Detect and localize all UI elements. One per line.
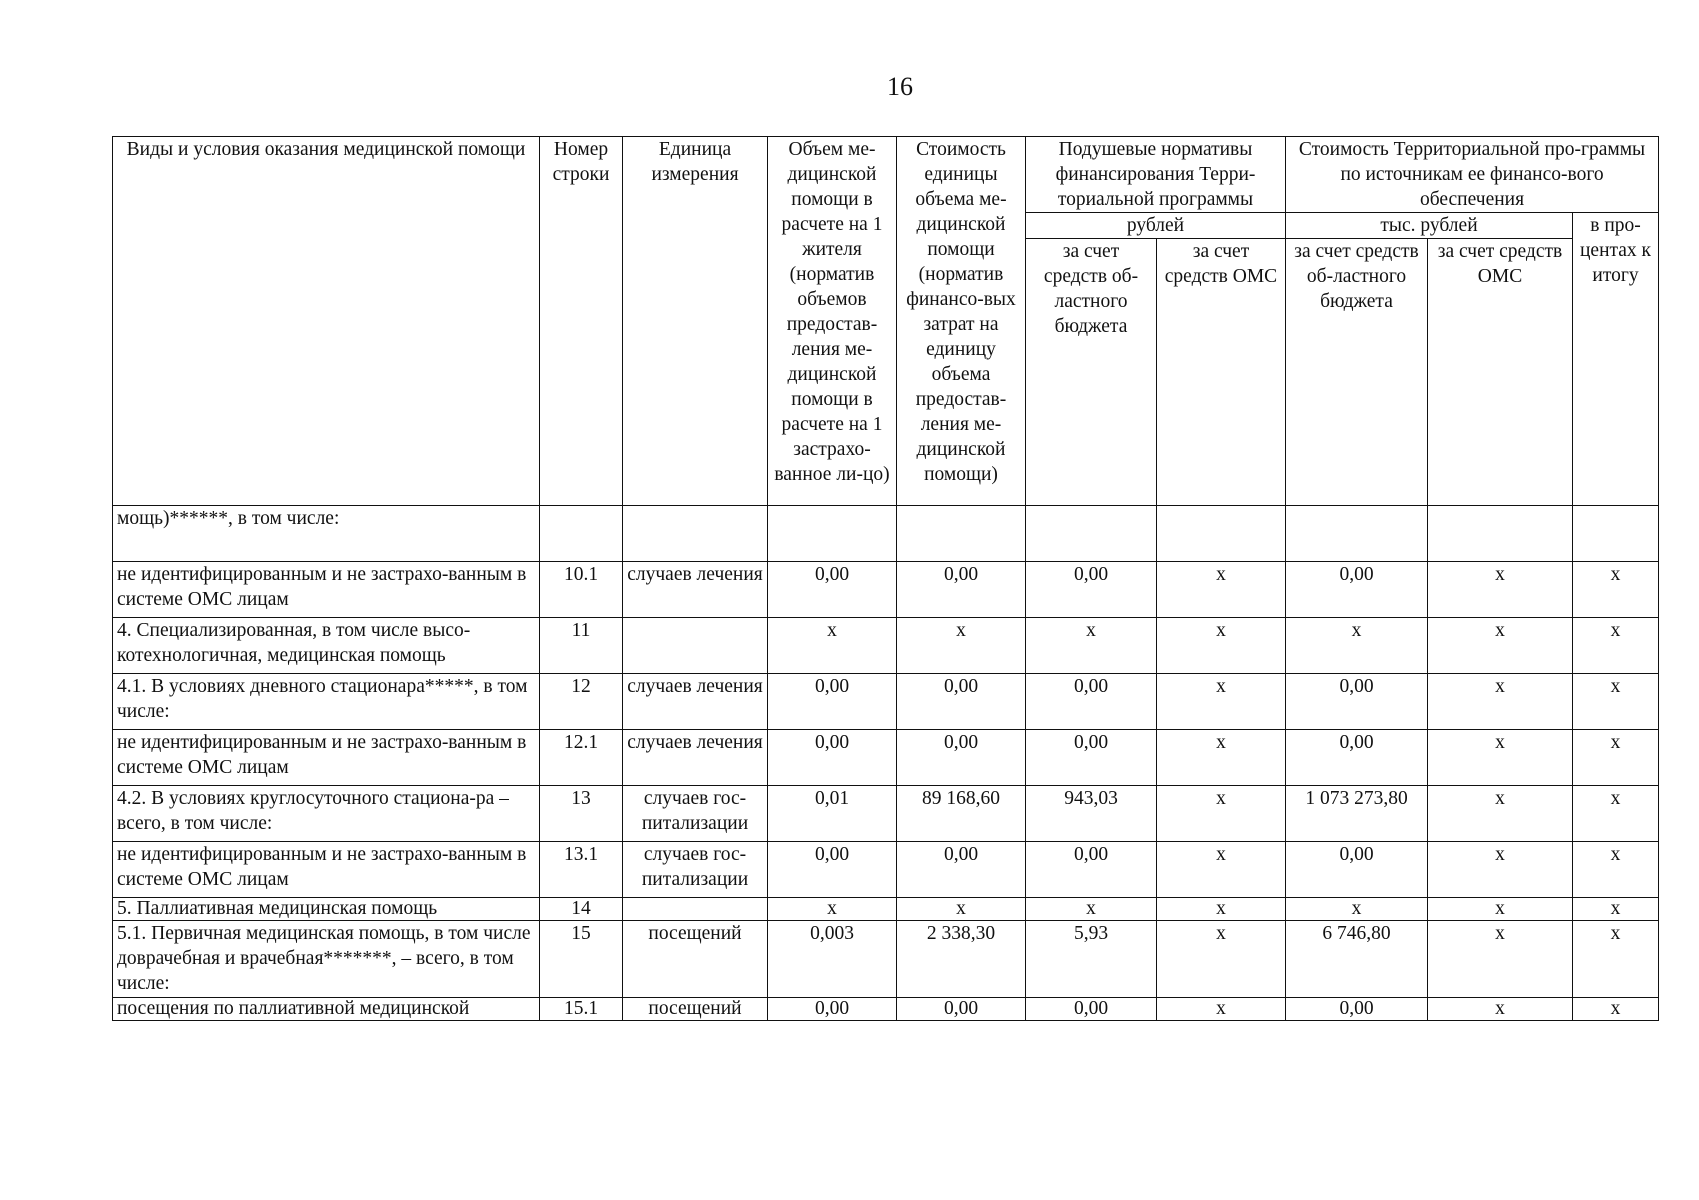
cell-cost: 0,00 xyxy=(897,998,1026,1021)
cell-num: 10.1 xyxy=(540,562,623,618)
cell-pc-oms: х xyxy=(1157,618,1286,674)
cell-total-budget: 6 746,80 xyxy=(1286,921,1428,998)
cell-num: 13.1 xyxy=(540,842,623,898)
header-per-capita-group: Подушевые нормативы финансирования Терри-ториальной программы xyxy=(1026,137,1286,213)
table-row xyxy=(113,730,1659,786)
cell-kind: посещения по паллиативной медицинской xyxy=(113,998,540,1021)
cell-pc-oms: х xyxy=(1157,562,1286,618)
cell-percent: х xyxy=(1573,786,1659,842)
cell-kind: не идентифицированным и не застрахо-ванным в системе ОМС лицам xyxy=(113,730,540,786)
table-row xyxy=(113,786,1659,842)
cell-kind: не идентифицированным и не застрахо-ванным в системе ОМС лицам xyxy=(113,842,540,898)
cell-num: 12.1 xyxy=(540,730,623,786)
cell-unit: посещений xyxy=(623,998,768,1021)
cell-total-budget: 0,00 xyxy=(1286,562,1428,618)
header-total-oms: за счет средств ОМС xyxy=(1428,239,1573,506)
cell-cost: 0,00 xyxy=(897,842,1026,898)
header-unit-thousand: тыс. рублей xyxy=(1286,213,1573,239)
table-body xyxy=(113,506,1659,1021)
cell-volume: 0,003 xyxy=(768,921,897,998)
header-total-group: Стоимость Территориальной про-граммы по источникам ее финансо-вого обеспечения xyxy=(1286,137,1659,213)
cell-total-oms: х xyxy=(1428,921,1573,998)
cell-percent: х xyxy=(1573,921,1659,998)
cell-total-budget: 0,00 xyxy=(1286,730,1428,786)
cell-total-budget: 1 073 273,80 xyxy=(1286,786,1428,842)
cell-pc-oms: х xyxy=(1157,921,1286,998)
page-number: 16 xyxy=(887,72,913,101)
cell-unit: случаев лечения xyxy=(623,562,768,618)
cell-pc-budget: 0,00 xyxy=(1026,998,1157,1021)
cell-pc-budget: 0,00 xyxy=(1026,674,1157,730)
cell-num: 15 xyxy=(540,921,623,998)
cell-cost: х xyxy=(897,898,1026,921)
cell-total-budget: 0,00 xyxy=(1286,674,1428,730)
table-row xyxy=(113,674,1659,730)
cell-total-budget xyxy=(1286,506,1428,562)
header-kind: Виды и условия оказания медицинской помощи xyxy=(113,137,540,506)
cell-percent xyxy=(1573,506,1659,562)
cell-total-budget: 0,00 xyxy=(1286,998,1428,1021)
cell-volume: 0,00 xyxy=(768,842,897,898)
header-percent: в про-центах к итогу xyxy=(1573,213,1659,506)
cell-volume: 0,00 xyxy=(768,562,897,618)
header-cost: Стоимость единицы объема ме-дицинской помощи (норматив финансо-вых затрат на единицу объема предостав-ления ме-дицинской помощи) xyxy=(897,137,1026,506)
cell-total-oms: х xyxy=(1428,898,1573,921)
cell-kind: 5.1. Первичная медицинская помощь, в том числе доврачебная и врачебная*******, – всего, в том числе: xyxy=(113,921,540,998)
cell-percent: х xyxy=(1573,842,1659,898)
cell-percent: х xyxy=(1573,618,1659,674)
header-row-number: Номер строки xyxy=(540,137,623,506)
cell-num: 13 xyxy=(540,786,623,842)
cell-cost: 0,00 xyxy=(897,674,1026,730)
cell-cost: х xyxy=(897,618,1026,674)
cell-pc-oms: х xyxy=(1157,842,1286,898)
cell-pc-budget: х xyxy=(1026,898,1157,921)
table-row xyxy=(113,618,1659,674)
table-row xyxy=(113,562,1659,618)
cell-cost xyxy=(897,506,1026,562)
cell-total-oms: х xyxy=(1428,674,1573,730)
cell-volume: х xyxy=(768,618,897,674)
cell-unit: случаев гос-питализации xyxy=(623,842,768,898)
header-pc-budget: за счет средств об-ластного бюджета xyxy=(1026,239,1157,506)
cell-volume: х xyxy=(768,898,897,921)
cell-pc-budget: 943,03 xyxy=(1026,786,1157,842)
table-header xyxy=(113,137,1659,506)
header-pc-oms: за счет средств ОМС xyxy=(1157,239,1286,506)
cell-num: 15.1 xyxy=(540,998,623,1021)
cell-volume: 0,00 xyxy=(768,730,897,786)
cell-kind: 4. Специализированная, в том числе высо-котехнологичная, медицинская помощь xyxy=(113,618,540,674)
cell-unit: случаев лечения xyxy=(623,730,768,786)
cell-volume: 0,00 xyxy=(768,998,897,1021)
table-row xyxy=(113,898,1659,921)
cell-unit xyxy=(623,898,768,921)
cell-total-oms: х xyxy=(1428,786,1573,842)
cell-total-oms: х xyxy=(1428,730,1573,786)
table-row xyxy=(113,842,1659,898)
cell-volume: 0,01 xyxy=(768,786,897,842)
cell-num xyxy=(540,506,623,562)
cell-pc-budget: х xyxy=(1026,618,1157,674)
cell-cost: 0,00 xyxy=(897,730,1026,786)
cell-total-budget: х xyxy=(1286,618,1428,674)
cell-volume: 0,00 xyxy=(768,674,897,730)
cell-unit xyxy=(623,506,768,562)
cell-total-oms: х xyxy=(1428,618,1573,674)
cell-percent: х xyxy=(1573,730,1659,786)
cell-num: 14 xyxy=(540,898,623,921)
cell-num: 12 xyxy=(540,674,623,730)
cell-pc-oms: х xyxy=(1157,898,1286,921)
cell-pc-budget: 0,00 xyxy=(1026,842,1157,898)
cell-unit: случаев лечения xyxy=(623,674,768,730)
header-total-budget: за счет средств об-ластного бюджета xyxy=(1286,239,1428,506)
cell-pc-oms xyxy=(1157,506,1286,562)
cell-unit: случаев гос-питализации xyxy=(623,786,768,842)
cell-pc-budget: 5,93 xyxy=(1026,921,1157,998)
cell-pc-oms: х xyxy=(1157,730,1286,786)
cell-percent: х xyxy=(1573,998,1659,1021)
cell-total-budget: х xyxy=(1286,898,1428,921)
cell-kind: 4.2. В условиях круглосуточного стациона-ра – всего, в том числе: xyxy=(113,786,540,842)
cell-cost: 89 168,60 xyxy=(897,786,1026,842)
cell-kind: не идентифицированным и не застрахо-ванным в системе ОМС лицам xyxy=(113,562,540,618)
cell-total-oms: х xyxy=(1428,562,1573,618)
cell-pc-budget: 0,00 xyxy=(1026,730,1157,786)
cell-kind: 5. Паллиативная медицинская помощь xyxy=(113,898,540,921)
cell-cost: 2 338,30 xyxy=(897,921,1026,998)
cell-cost: 0,00 xyxy=(897,562,1026,618)
cell-kind: мощь)******, в том числе: xyxy=(113,506,540,562)
header-volume: Объем ме-дицинской помощи в расчете на 1 жителя (норматив объемов предостав-ления ме-дицинской помощи в расчете на 1 застрахо-ванное ли-цо) xyxy=(768,137,897,506)
cell-pc-budget: 0,00 xyxy=(1026,562,1157,618)
cell-unit: посещений xyxy=(623,921,768,998)
cell-pc-budget xyxy=(1026,506,1157,562)
cell-total-budget: 0,00 xyxy=(1286,842,1428,898)
cell-unit xyxy=(623,618,768,674)
cell-pc-oms: х xyxy=(1157,998,1286,1021)
table-row xyxy=(113,506,1659,562)
cell-total-oms: х xyxy=(1428,842,1573,898)
table-row xyxy=(113,921,1659,998)
cell-percent: х xyxy=(1573,562,1659,618)
cell-pc-oms: х xyxy=(1157,786,1286,842)
cell-kind: 4.1. В условиях дневного стационара*****, в том числе: xyxy=(113,674,540,730)
header-unit-rubles: рублей xyxy=(1026,213,1286,239)
table-row xyxy=(113,998,1659,1021)
cell-total-oms: х xyxy=(1428,998,1573,1021)
cell-percent: х xyxy=(1573,674,1659,730)
cell-volume xyxy=(768,506,897,562)
cell-total-oms xyxy=(1428,506,1573,562)
cell-num: 11 xyxy=(540,618,623,674)
cell-pc-oms: х xyxy=(1157,674,1286,730)
financing-table xyxy=(112,136,1659,1021)
cell-percent: х xyxy=(1573,898,1659,921)
header-unit: Единица измерения xyxy=(623,137,768,506)
